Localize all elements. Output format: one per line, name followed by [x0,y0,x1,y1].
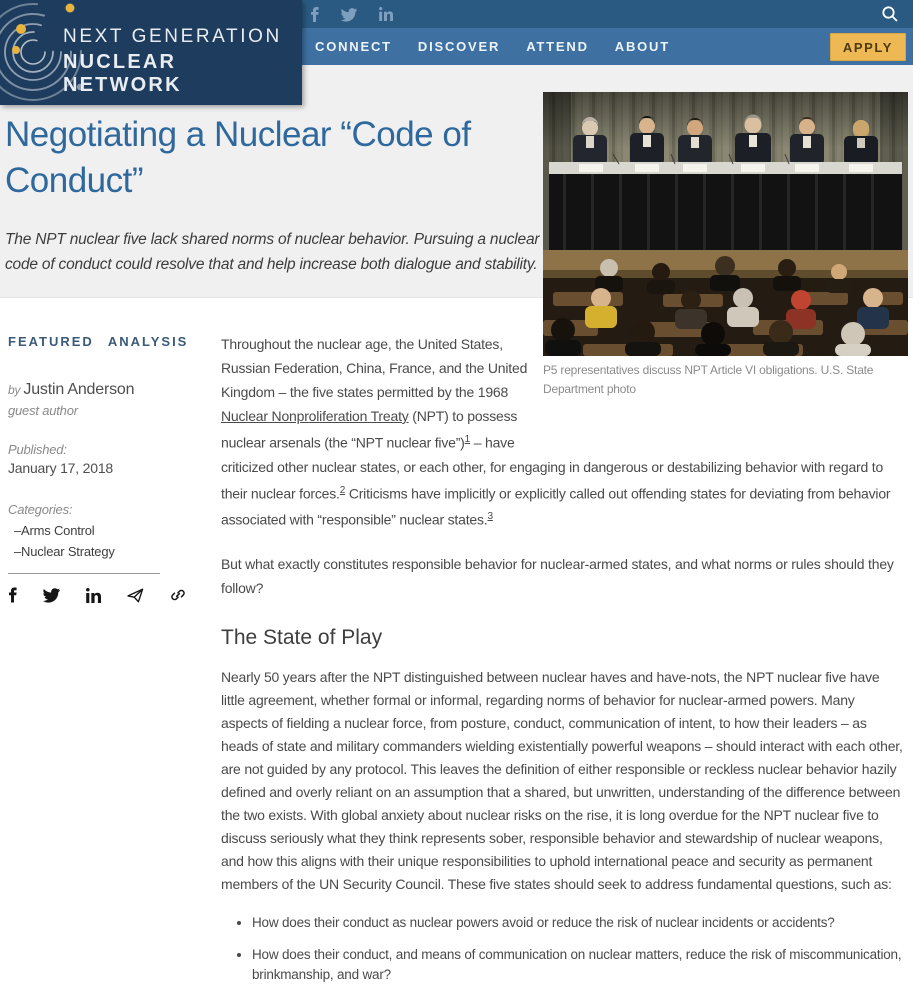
p1-text-1: Throughout the nuclear age, the United States, Russian Federation, China, France, and the United Kingdom – the five states permitted by the 1968 [221,336,528,400]
nav-item-about[interactable]: ABOUT [614,39,670,54]
category-nuclear-strategy[interactable]: –Nuclear Strategy [14,544,115,559]
share-facebook-icon[interactable] [8,587,17,603]
logo-line1: NEXT GENERATION [63,26,282,47]
author-role: guest author [8,403,78,418]
byline-prefix: by [8,383,24,397]
published-date: January 17, 2018 [8,460,113,476]
featured-row [8,334,213,349]
share-linkedin-icon[interactable] [86,588,101,603]
logo-line2: NUCLEAR NETWORK [63,51,182,96]
nav-item-attend[interactable]: ATTEND [526,39,589,54]
twitter-icon[interactable] [341,8,357,21]
published-label: Published: [8,442,67,457]
byline [8,381,213,399]
question-list [221,913,905,985]
panel-photo [543,92,908,356]
article-body [221,332,905,997]
photo-float-spacer [549,332,905,432]
p1-text-2: (NPT) to possess nuclear arsenals (the “NPT nuclear five”) [221,408,518,451]
sidebar [8,334,213,603]
section-heading: The State of Play [221,625,383,649]
share-link-icon[interactable] [170,587,186,603]
logo-text [63,26,302,97]
share-telegram-icon[interactable] [127,588,144,603]
p1-text-4: Criticisms have implicitly or explicitly called out offending states for deviating from behavior associated with “responsible” nuclear states. [221,485,891,528]
share-row [8,587,213,603]
apply-button[interactable]: APPLY [830,33,906,61]
featured-link[interactable]: FEATURED [8,334,94,349]
footnote-1-link[interactable]: 1 [464,434,471,445]
analysis-link[interactable]: ANALYSIS [107,334,189,349]
search-icon[interactable] [881,5,899,23]
nav-item-connect[interactable]: CONNECT [315,39,392,54]
sidebar-divider [8,573,160,574]
p1-text-3: – have criticized other nuclear states, or each other, for engaging in dangerous or destabilizing behavior with regard to their nuclear forces. [221,434,884,502]
nav-items [315,28,670,65]
facebook-icon[interactable] [310,7,319,22]
nav-item-discover[interactable]: DISCOVER [417,39,501,54]
share-twitter-icon[interactable] [43,588,60,602]
page-subtitle: The NPT nuclear five lack shared norms of nuclear behavior. Pursuing a nuclear code of conduct could resolve that and help increase both dialogue and stability. [5,231,540,273]
page-title: Negotiating a Nuclear “Code of Conduct” [5,115,471,200]
footnote-3-link[interactable]: 3 [487,511,493,523]
linkedin-icon[interactable] [379,7,393,21]
category-arms-control[interactable]: –Arms Control [14,523,95,538]
paragraph-3: Nearly 50 years after the NPT distinguished between nuclear haves and have-nots, the NPT nuclear five have little agreement, whether formal or informal, regarding norms of behavior for nuclear-armed powers. Many aspects of fielding a nuclear force, from posture, conduct, communication of intent, to how their leaders – as heads of state and military commanders wielding existentially powerful weapons – should interact with each other, are not guided by any protocol. This leaves the definition of either responsible or reckless nuclear behavior hazily defined and overly reliant on an assumption that a shared, but unwritten, understanding of the difference between the two exists. With global anxiety about nuclear risks on the rise, it is long overdue for the NPT nuclear five to discuss seriously what they think represents sober, responsible behavior and stewardship of nuclear weapons, and how this aligns with their unique responsibilities to uphold international peace and security as permanent members of the UN Security Council. These five states should seek to address fundamental questions, such as: [221,668,903,892]
paragraph-2: But what exactly constitutes responsible behavior for nuclear-armed states, and what norms or rules should they follow? [221,555,894,596]
list-item: • How does their conduct as nuclear powers avoid or reduce the risk of nuclear incidents or accidents? [252,913,905,933]
topbar-social-icons [310,0,393,28]
photo-caption: P5 representatives discuss NPT Article VI obligations. U.S. State Department photo [543,363,874,396]
site-logo[interactable] [0,0,302,105]
author-name: Justin Anderson [23,381,135,398]
list-item: • How does their conduct, and means of communication on nuclear matters, reduce the risk of miscommunication, brinkmanship, and war? [252,945,905,985]
npt-treaty-link[interactable]: Nuclear Nonproliferation Treaty [221,408,409,424]
footnote-2-link[interactable]: 2 [339,484,346,496]
categories-label: Categories: [8,502,73,517]
